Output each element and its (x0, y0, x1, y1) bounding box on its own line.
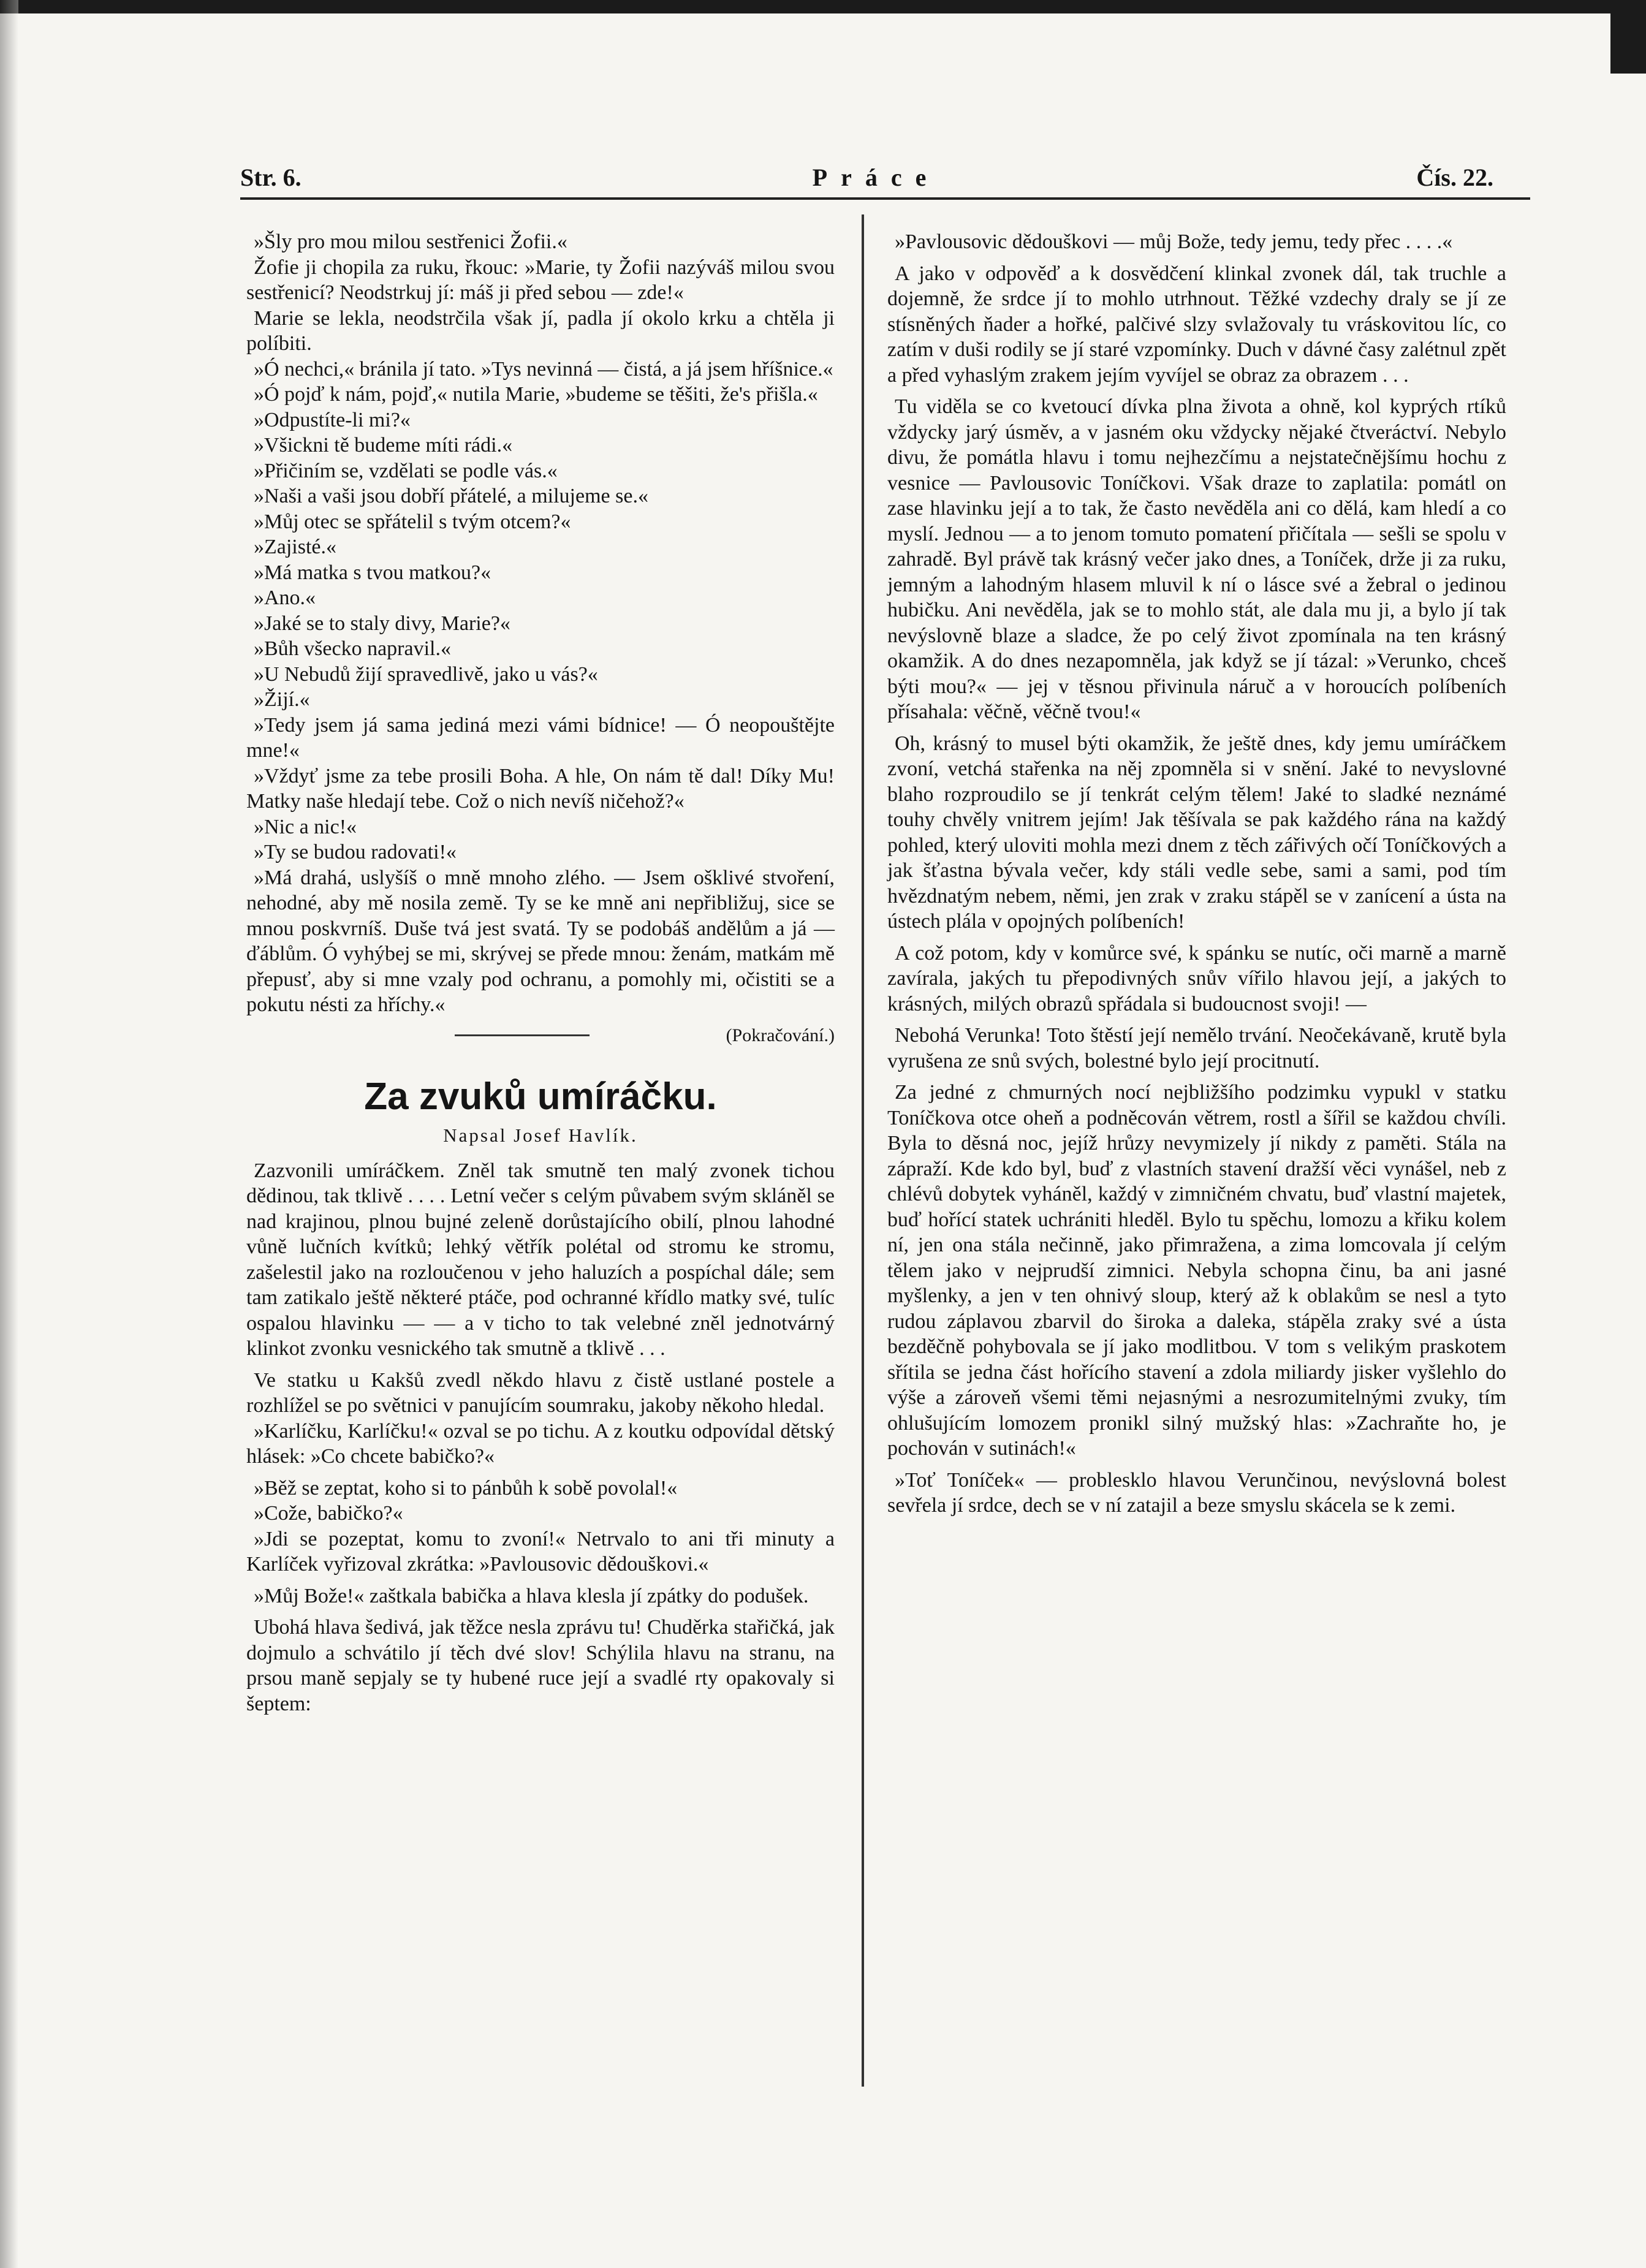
separator-rule (455, 1034, 590, 1036)
paragraph: »Můj otec se spřátelil s tvým otcem?« (254, 510, 571, 533)
column-divider (862, 214, 864, 2087)
paragraph: »Má drahá, uslyšíš o mně mnoho zlého. — Jsem ošklivé stvoření, nehodné, aby mě nosila země. Ty se ke mně ani nepřibližuj, sice se mnou poskvrníš. Duše tvá jest svatá. Ty se podobáš andělům a já — ďáblům. Ó vyhýbej se mi, skrývej se přede mnou: ženám, matkám mě přepusť, aby si mne vzaly pod ochranu, a pomohly mi, očistiti se a pokutu nésti za hříchy.« (246, 866, 835, 1016)
continuation-note: (Pokračování.) (726, 1025, 835, 1045)
paragraph: »Toť Toníček« — problesklo hlavou Verunčinou, nevýslovná bolest sevřela jí srdce, dech se v ní zatajil a beze smyslu skácela se k zemi. (887, 1468, 1506, 1517)
page-corner-shadow (1610, 0, 1646, 74)
paragraph: Tu viděla se co kvetoucí dívka plna života a ohně, kol kyprých rtíků vždycky jarý úsměv, a v jasném oku vždycky nějaké čtveráctví. Nebylo divu, že pomátla hlavu i tomu nejhezčímu a nejstatečnějšímu hochu z vesnice — Pavlousovic Toníčkovi. Však draze to zaplatila: pomátl on zase hlavinku její a to tak, že často nevěděla ani co dělá, kam hledí a co myslí. Jednou — a to jenom tomuto pomatení přičítala — sešli se spolu v zahradě. Byl právě tak krásný večer jako dnes, a Toníček, drže ji za ruku, jemným a lahodným hlasem mluvil k ní o lásce své a žebral o jedinou hubičku. Ani nevěděla, jak se to mohlo stát, ale dala mu ji, a bylo jí tak nevýslovně blaze a sladce, že po celý život zpomínala na ten krásný okamžik. A do dnes nezapomněla, jak když se jí tázal: »Verunko, chceš býti mou?« — jej v těsnou přivinula náruč a v horoucích políbeních přísahala: věčně, věčně tvou!« (887, 395, 1506, 723)
paragraph: »Ó pojď k nám, pojď,« nutila Marie, »budeme se těšiti, že's přišla.« (254, 383, 818, 406)
paragraph: A což potom, kdy v komůrce své, k spánku se nutíc, oči marně a marně zavírala, jakých tu přepodivných snův vířilo hlavou její, a jakých to krásných, milých obrazů spřádala si budoucnost svoji! — (887, 941, 1506, 1015)
continuation-line (246, 1023, 835, 1049)
paragraph: »Bůh všecko napravil.« (254, 637, 451, 660)
paragraph: Za jedné z chmurných nocí nejbližšího podzimku vypukl v statku Toníčkova otce oheň a podněcován větrem, rostl a šířil se každou chvíli. Byla to děsná noc, jejíž hrůzy nevymizely jí nikdy z paměti. Stála na zápraží. Kde kdo byl, buď z vlastních stavení dražší věci vynášel, neb z chlévů dobytek vyháněl, každý v zimničném chvatu, buď vlastní majetek, buď hořící statek uchrániti hleděl. Bylo tu spěchu, lomozu a křiku kolem ní, jen ona stála nečinně, jako přimražena, a zima lomcovala jí celým tělem jako v nejprudší zimnici. Nebyla schopna činu, ba ani jasné myšlenky, a jen v ten ohnivý sloup, který až k oblakům se nesl a tyto rudou záplavou zbarvil do široka a daleka, stápěla zraky své a ústa bezděčně pohybovala se jí jako modlitbou. V tom s velikým praskotem sřítila se jedna část hořícího stavení a zdola miliardy jisker vyšlehlo do výše a zároveň všemi těmi nejasnými a nesrozumitelnými zvuky, tím ohlušujícím lomozem pronikl silný mužský hlas: »Zachraňte ho, je pochován v sutinách!« (887, 1081, 1506, 1460)
paragraph: »Zajisté.« (254, 536, 337, 558)
newspaper-title: Práce (812, 164, 940, 191)
page-top-edge (0, 0, 1646, 13)
paragraph: »Naši a vaši jsou dobří přátelé, a milujeme se.« (254, 485, 648, 507)
page-header (240, 163, 1512, 200)
article-body (246, 1158, 835, 1717)
header-rule (240, 197, 1530, 200)
paragraph: »Můj Bože!« zaštkala babička a hlava klesla jí zpátky do podušek. (254, 1584, 809, 1607)
paragraph: »Cože, babičko?« (254, 1502, 403, 1525)
issue-number: Čís. 22. (1416, 164, 1493, 191)
paragraph: »Odpustíte-li mi?« (254, 408, 411, 431)
paragraph: »Přičiním se, vzdělati se podle vás.« (254, 459, 558, 482)
paragraph: »Karlíčku, Karlíčku!« ozval se po tichu. A z koutku odpovídal dětský hlásek: »Co chcete babičko?« (246, 1419, 835, 1468)
paragraph: »Má matka s tvou matkou?« (254, 561, 491, 584)
paragraph: »Ty se budou radovati!« (254, 841, 457, 863)
paragraph: »Jdi se pozeptat, komu to zvoní!« Netrvalo to ani tři minuty a Karlíček vyřizoval zkrátka: »Pavlousovic dědouškovi.« (246, 1527, 835, 1576)
page-number: Str. 6. (240, 164, 302, 191)
paragraph: »Vždyť jsme za tebe prosili Boha. A hle, On nám tě dal! Díky Mu! Matky naše hledají tebe. Což o nich nevíš ničehož?« (246, 764, 835, 813)
paragraph: »U Nebudů žijí spravedlivě, jako u vás?« (254, 662, 598, 686)
article-byline: Napsal Josef Havlík. (443, 1125, 638, 1146)
paragraph: A jako v odpověď a k dosvědčení klinkal zvonek dál, tak truchle a dojemně, že srdce jí to mohlo utrhnout. Těžké vzdechy draly se jí ze stísněných ňader a hořké, palčivé slzy svlažovaly tu vráskovitou líc, co zatím v duši rodily se jí staré vzpomínky. Duch v dávné časy zalétnul zpět a před vyhaslým zrakem jejím vyvíjel se obraz za obrazem . . . (887, 262, 1506, 387)
paragraph: »Ó nechci,« bránila jí tato. »Tys nevinná — čistá, a já jsem hříšnice.« (254, 357, 833, 381)
paragraph: Marie se lekla, neodstrčila však jí, padla jí okolo krku a chtěla ji políbiti. (246, 306, 835, 355)
serial-story-ending (246, 229, 835, 1048)
paragraph: Oh, krásný to musel býti okamžik, že ještě dnes, kdy jemu umíráčkem zvoní, vetchá stařenka na něj zpomněla si v snění. Jaké to nevyslovné blaho rozproudilo se jí tenkrát celým tělem! Jaké to sladké neznámé touhy chvěly vnitrem jejím! Jak těšívala se pak každého rána na každý pohled, který uloviti mohla mezi dnem z těch zářivých očí Toníčkových a jak šťastna bývala večer, kdy stáli vedle sebe, sami a sami, pod tím hvězdnatým nebem, němi, jen zrak v zraku stápěl se v zanícení a ústa na ústech plála v opojných políbeních! (887, 732, 1506, 933)
paragraph: »Jaké se to staly divy, Marie?« (254, 612, 510, 635)
paragraph: »Nic a nic!« (254, 815, 357, 838)
paragraph: Ubohá hlava šedivá, jak těžce nesla zprávu tu! Chuděrka stařičká, jak dojmulo a schvátilo jí těch dvé slov! Schýlila hlavu na stranu, na prsou maně sepjaly se ty hubené ruce její a svadlé rty opakovaly si šeptem: (246, 1616, 835, 1715)
article-title: Za zvuků umíráčku. (364, 1075, 717, 1118)
paragraph: Nebohá Verunka! Toto štěstí její nemělo trvání. Neočekávaně, krutě byla vyrušena ze snů svých, bolestné bylo její procitnutí. (887, 1024, 1506, 1072)
page-left-shadow (0, 0, 18, 2268)
paragraph: »Všickni tě budeme míti rádi.« (254, 434, 513, 457)
paragraph: »Šly pro mou milou sestřenici Žofii.« (254, 230, 567, 253)
right-column (887, 229, 1506, 1519)
paragraph: »Pavlousovic dědouškovi — můj Bože, tedy jemu, tedy přec . . . .« (895, 230, 1453, 253)
paragraph: Zazvonili umíráčkem. Zněl tak smutně ten malý zvonek tichou dědinou, tak tklivě . . . . Letní večer s celým půvabem svým skláněl se nad krajinou, plnou bujné zeleně dorůstajícího obilí, plnou lahodné vůně lučních kvítků; lehký větřík polétal od stromu ke stromu, zašelestil jako na rozloučenou v jeho haluzích a pospíchal dále; sem tam zatikalo ještě některé ptáče, pod ochranné křídlo matky své, tulíc ospalou hlavinku — — a v ticho to tak velebné zněl jednotvárný klinkot zvonku vesnického tak smutně a tklivě . . . (246, 1159, 835, 1360)
paragraph: »Žijí.« (254, 688, 310, 711)
paragraph: »Ano.« (254, 586, 316, 609)
left-column (246, 229, 835, 1716)
paragraph: »Tedy jsem já sama jediná mezi vámi bídnice! — Ó neopouštějte mne!« (246, 713, 835, 762)
paragraph: »Běž se zeptat, koho si to pánbůh k sobě povolal!« (254, 1476, 678, 1500)
paragraph: Žofie ji chopila za ruku, řkouc: »Marie, ty Žofii nazýváš milou svou sestřenicí? Neodstrkuj jí: máš ji před sebou — zde!« (246, 256, 835, 304)
paragraph: Ve statku u Kakšů zvedl někdo hlavu z čistě ustlané postele a rozhlížel se po světnici v panujícím soumraku, jakoby někoho hledal. (246, 1368, 835, 1417)
